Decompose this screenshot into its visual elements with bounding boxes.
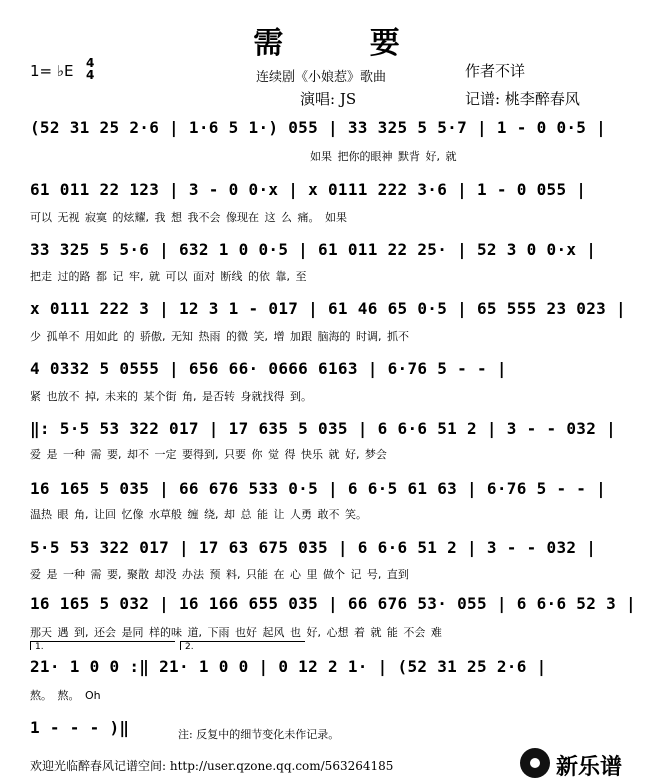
score-line-3-notes: 33 325 5 5·6 | 632 1 0 0·5 | 61 011 22 25· | 52 3 0 0·x | [30, 240, 597, 259]
score-line-5-notes: 4 0332 5 0555 | 656 66· 0666 6163 | 6·76 5 - - | [30, 359, 507, 378]
singer: 演唱: JS [300, 90, 357, 108]
author: 作者不详 [465, 62, 526, 80]
score-line-1-lyrics: 如果 把你的眼神 默背 好, 就 [310, 150, 457, 163]
score-line-7-notes: 16 165 5 035 | 66 676 533 0·5 | 6 6·5 61 63 | 6·76 5 - - | [30, 479, 607, 498]
score-line-9-lyrics: 那天 遇 到, 还会 是同 样的味 道, 下雨 也好 起风 也 好, 心想 着 就 能 不会 难 [30, 626, 442, 639]
score-line-2-notes: 61 011 22 123 | 3 - 0 0·x | x 0111 222 3·6 | 1 - 0 055 | [30, 180, 587, 199]
score-line-10-notes: 21· 1 0 0 :‖ 21· 1 0 0 | 0 12 2 1· | (52 31 25 2·6 | [30, 657, 547, 676]
score-line-7-lyrics: 温热 眼 角, 让回 忆像 水草般 缠 绕, 却 总 能 让 人勇 敢不 笑。 [30, 508, 367, 521]
subtitle: 连续剧《小娘惹》歌曲 [256, 70, 387, 85]
score-line-5-lyrics: 紧 也放不 掉, 未来的 某个街 角, 是否转 身就找得 到。 [30, 390, 312, 403]
volta-first-ending: 1. [30, 641, 175, 650]
notator: 记谱: 桃李醉春风 [465, 90, 580, 108]
volta-second-ending: 2. [180, 641, 305, 650]
record-disc-icon [520, 748, 550, 778]
score-line-11-notes: 1 - - - )‖ [30, 718, 130, 737]
score-line-9-notes: 16 165 5 032 | 16 166 655 035 | 66 676 53· 055 | 6 6·6 52 3 | [30, 594, 636, 613]
score-line-6-lyrics: 爱 是 一种 需 要, 却不 一定 要得到, 只要 你 觉 得 快乐 就 好, 梦会 [30, 448, 387, 461]
score-line-3-lyrics: 把走 过的路 都 记 牢, 就 可以 面对 断线 的依 靠, 至 [30, 270, 307, 283]
footer-link-text[interactable]: 欢迎光临醉春风记谱空间: http://user.qzone.qq.com/563264185 [30, 759, 394, 773]
score-line-8-lyrics: 爱 是 一种 需 要, 聚散 却没 办法 预 料, 只能 在 心 里 做个 记 号, 直到 [30, 568, 409, 581]
score-line-6-notes: ‖: 5·5 53 322 017 | 17 635 5 035 | 6 6·6 51 2 | 3 - - 032 | [30, 419, 617, 438]
song-title: 需 要 [253, 26, 438, 61]
footnote: 注: 反复中的细节变化未作记录。 [178, 728, 340, 741]
score-line-1-notes: (52 31 25 2·6 | 1·6 5 1·) 055 | 33 325 5 5·7 | 1 - 0 0·5 | [30, 118, 607, 137]
meter-top: 4 [86, 56, 95, 70]
score-line-4-lyrics: 少 孤单不 用如此 的 骄傲, 无知 热雨 的微 笑, 增 加跟 脑海的 时调, 抓不 [30, 330, 409, 343]
score-line-4-notes: x 0111 222 3 | 12 3 1 - 017 | 61 46 65 0·5 | 65 555 23 023 | [30, 299, 626, 318]
score-line-8-notes: 5·5 53 322 017 | 17 63 675 035 | 6 6·6 51 2 | 3 - - 032 | [30, 538, 597, 557]
score-line-10-lyrics: 熬。 熬。 Oh [30, 689, 101, 702]
meter-bottom: 4 [86, 68, 95, 82]
time-signature [86, 57, 94, 81]
key-signature: 1= ♭E [30, 62, 74, 80]
score-line-2-lyrics: 可以 无视 寂寞 的炫耀, 我 想 我不会 像现在 这 么 痛。 如果 [30, 211, 347, 224]
site-logo [520, 746, 650, 780]
logo-text: 新乐谱 [556, 755, 623, 780]
